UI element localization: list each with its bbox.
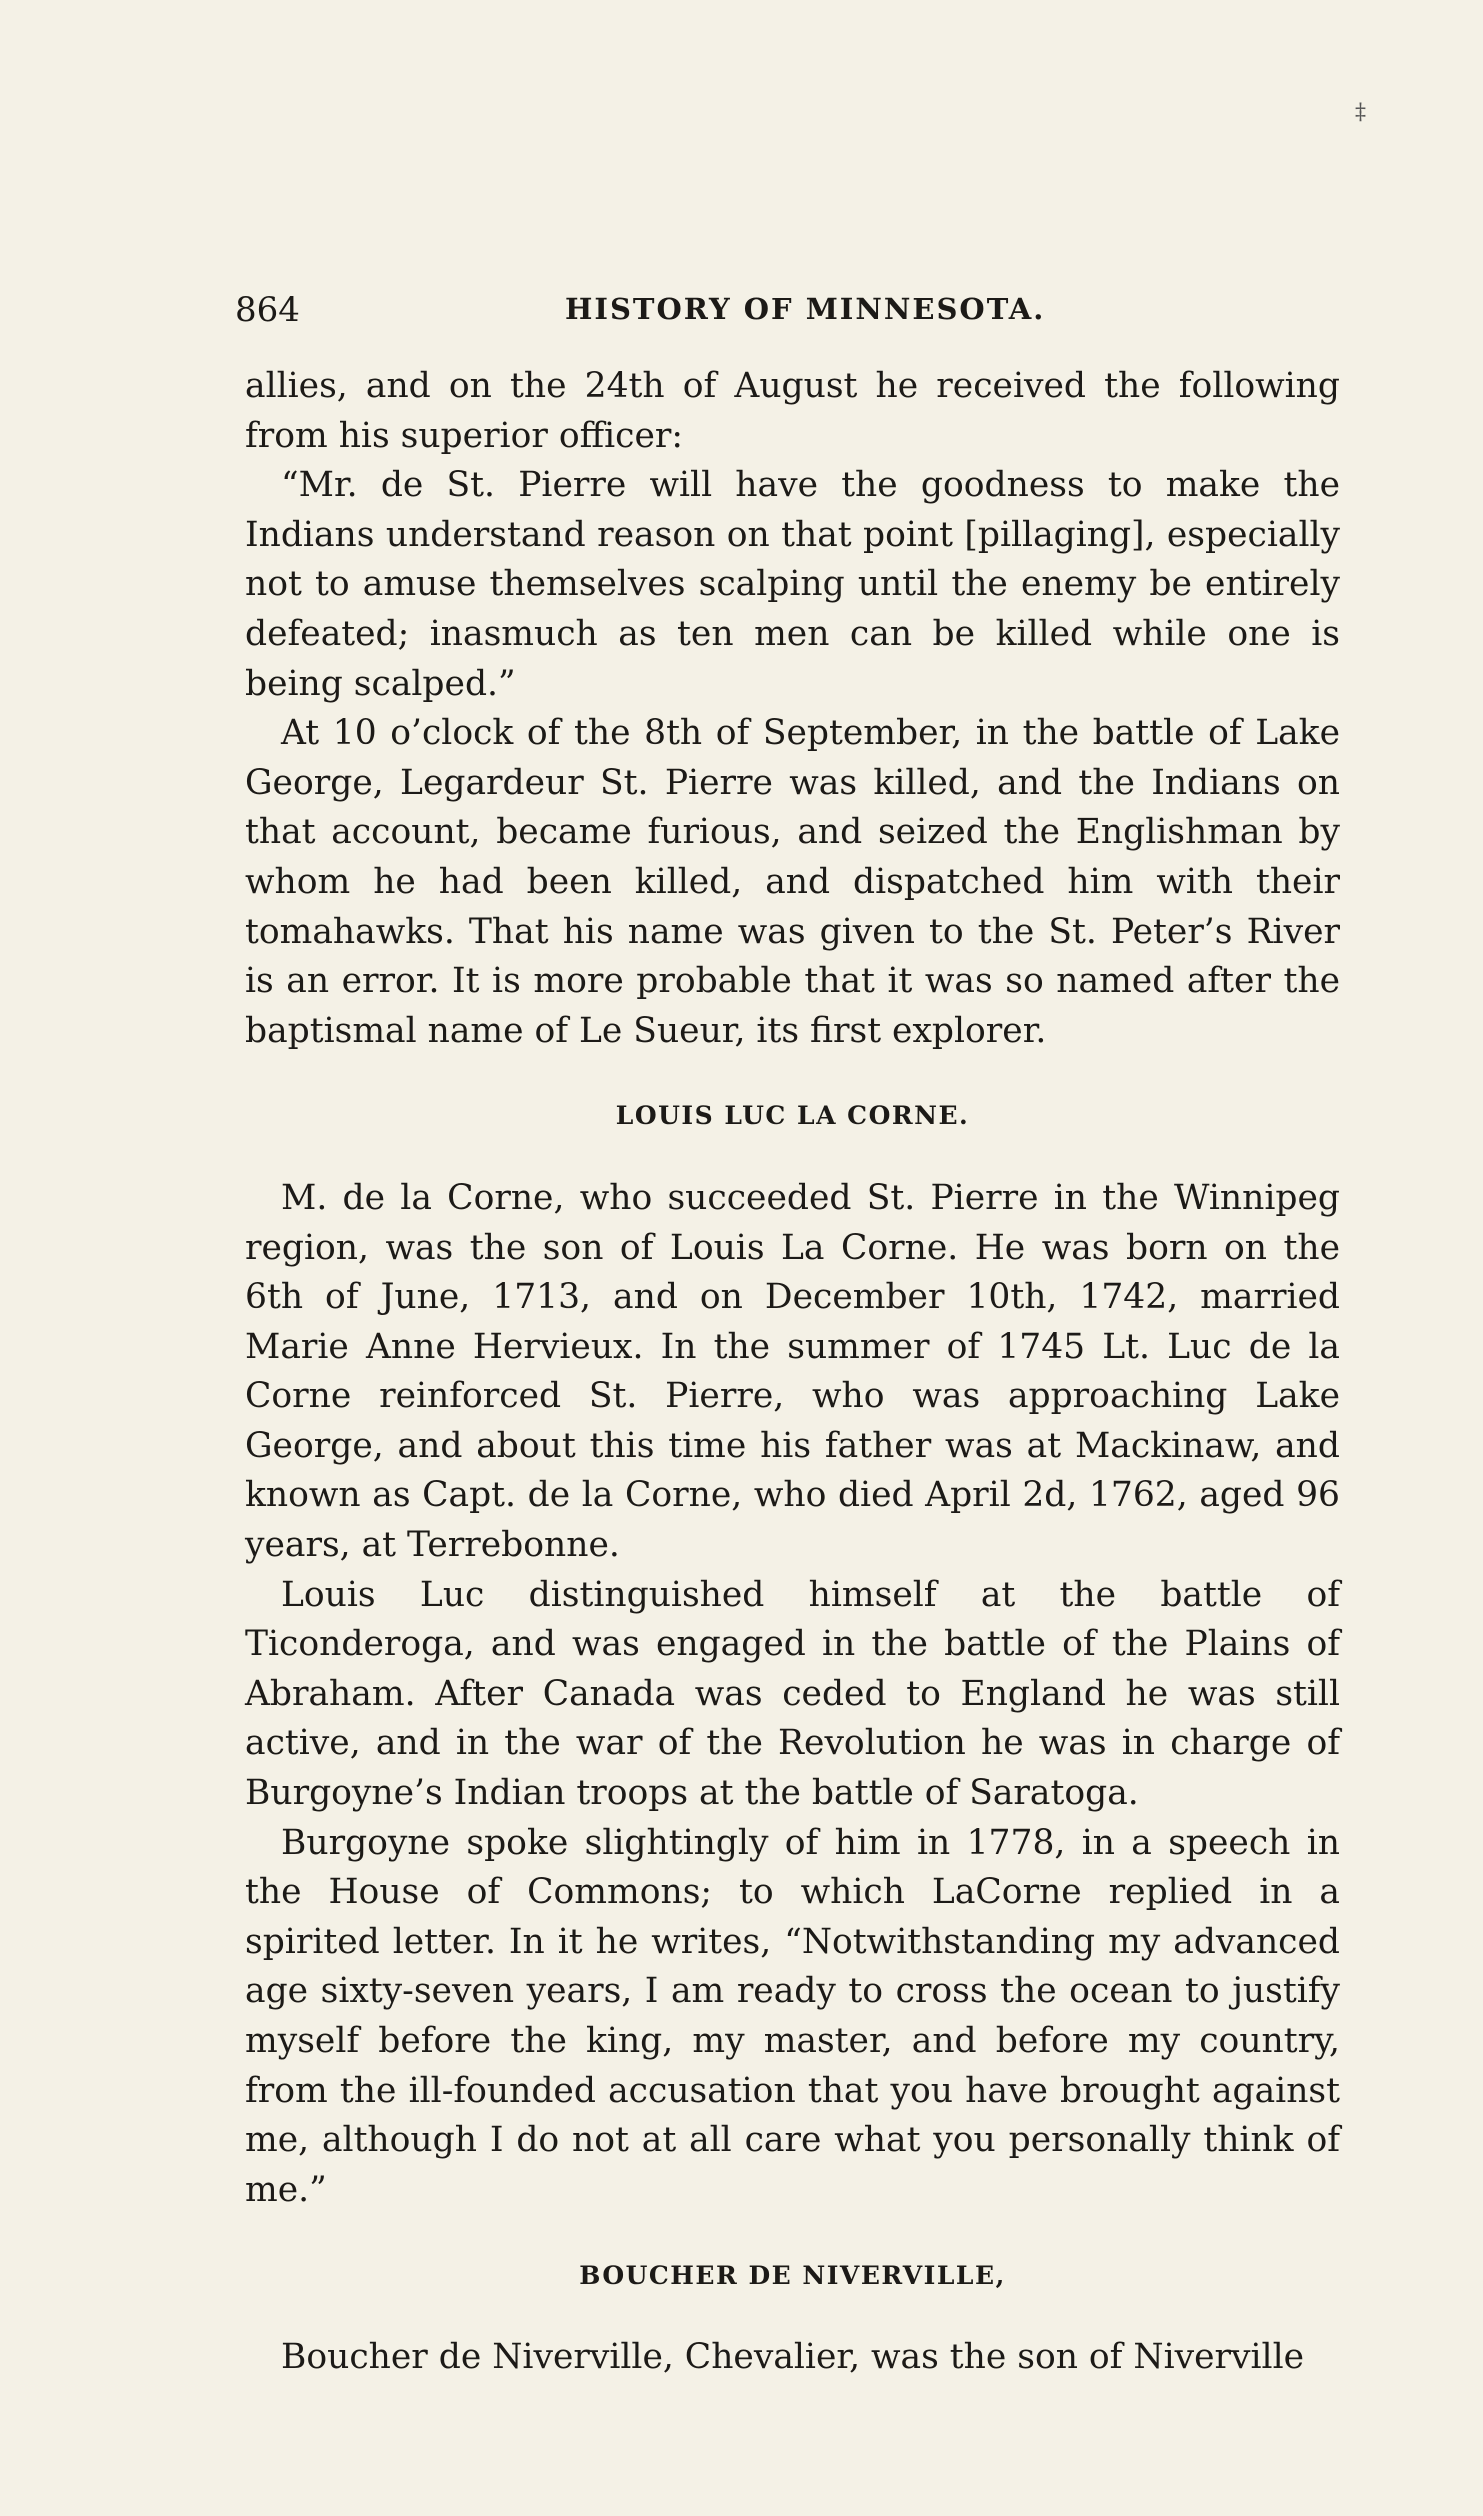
page-header [235,280,1345,340]
paragraph-quote: “Mr. de St. Pierre will have the goodness to make the Indians understand reason on that point [pillaging], especially not to amuse themselves scalping until the enemy be entirely defeated; inasmuch as ten men can be killed while one is being scalped.” [245,465,1340,704]
paragraph: Boucher de Niverville, Chevalier, was the son of Niverville [281,2336,1305,2377]
paragraph: M. de la Corne, who succeeded St. Pierre in the Winnipeg region, was the son of Louis La Corne. He was born on the 6th of June, 1713, and on December 10th, 1742, married Marie Anne Hervieux. In the summer of 1745 Lt. Luc de la Corne reinforced St. Pierre, who was approaching Lake George, and about this time his father was at Mackinaw, and known as Capt. de la Corne, who died April 2d, 1762, aged 96 years, at Terrebonne. [245,1177,1340,1566]
page-body [245,362,1340,2383]
paragraph: allies, and on the 24th of August he received the following from his superior officer: [245,366,1340,456]
paragraph: Burgoyne spoke slightingly of him in 1778, in a speech in the House of Commons; to which LaCorne replied in a spirited letter. In it he writes, “Notwithstanding my advanced age sixty-seven years, I am ready to cross the ocean to justify myself before the king, my master, and before my country, from the ill-founded accusation that you have brought against me, although I do not at all care what you personally think of me.” [245,1822,1340,2210]
running-title: HISTORY OF MINNESOTA. [565,292,1046,326]
page-number: 864 [235,290,300,330]
paragraph: At 10 o’clock of the 8th of September, in the battle of Lake George, Legardeur St. Pierre was killed, and the Indians on that account, became furious, and seized the Englishman by whom he had been killed, and dispatched him with their tomahawks. That his name was given to the St. Peter’s River is an error. It is more probable that it was so named after the baptismal name of Le Sueur, its first explorer. [245,713,1340,1051]
paragraph: Louis Luc distinguished himself at the battle of Ticonderoga, and was engaged in the battle of the Plains of Abraham. After Canada was ceded to England he was still active, and in the war of the Revolution he was in charge of Burgoyne’s Indian troops at the battle of Saratoga. [245,1574,1340,1814]
page-mark: ‡ [1355,100,1366,125]
section-heading-boucher-de-niverville: BOUCHER DE NIVERVILLE, [579,2261,1006,2291]
section-heading-louis-luc-la-corne: LOUIS LUC LA CORNE. [615,1101,970,1131]
